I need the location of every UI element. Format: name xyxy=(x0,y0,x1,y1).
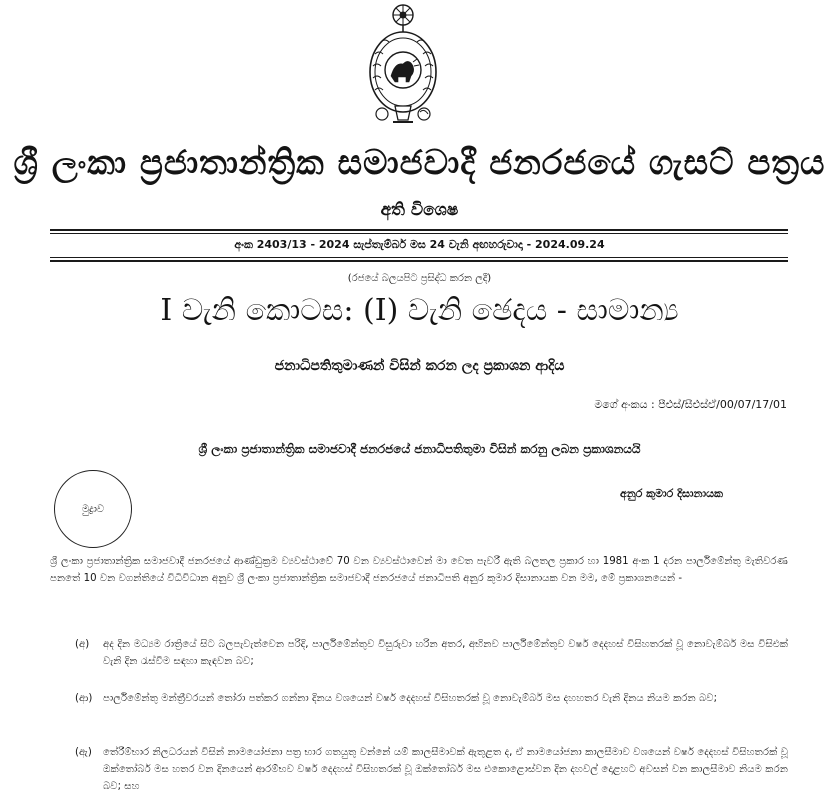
top-double-rule-thick xyxy=(50,229,788,231)
extraordinary-label: අති විශෙෂ xyxy=(380,200,459,220)
bottom-double-rule-thick xyxy=(50,260,788,262)
seal-circle xyxy=(54,470,132,548)
clause-text: පාර්ලිමේන්තු මන්ත්‍රීවරයන් තෝරා පත්කර ගන්නා දිනය වශයෙන් වර්ෂ දෙදහස් විසිහතරක් වූ නොවැම්බර් මස දහහතර වැනි දිනය නියම කරන බව; xyxy=(103,693,718,704)
top-double-rule-thin xyxy=(50,233,788,234)
seal-label: මුද්‍රාව xyxy=(81,503,105,515)
clause-mark: (ආ) xyxy=(75,693,93,704)
published-by-authority: (රජයේ බලයපිට ප්‍රසිද්ධ කරන ලදී) xyxy=(347,273,492,284)
clause-mark: (ඇ) xyxy=(75,747,92,758)
part-section-title: I වැනි කොටස: (I) වැනි ඡෙදය - සාමාන්‍ය xyxy=(160,293,679,328)
proclamation-intro: ශ්‍රී ලංකා ප්‍රජාතාන්ත්‍රික සමාජවාදී ජනරජයේ ආණ්ඩුක්‍රම ව්‍යවස්ථාවේ 70 වන ව්‍යවස්ථාවෙන් මා වෙත පැවරී ඇති බලතල ප්‍රකාර හා 1981 අංක 1 දරන පාර්ලිමේන්තු මැතිවරණ පනතේ 10 වන වගන්තියේ විධිවිධාන අනුව ශ්‍රී ලංකා ප්‍රජාතාන්ත්‍රික සමාජවාදී ජනරජයේ ජනාධිපති අනුර කුමාර දිසානායක වන මම, මේ ප්‍රකාශනයෙන් - xyxy=(50,556,788,584)
bottom-double-rule-thin xyxy=(50,257,788,258)
national-emblem-icon xyxy=(367,2,439,126)
clause-text: අද දින මධ්‍යම රාත්‍රියේ සිට බලපැවැත්වෙන පරිදි, පාර්ලිමේන්තුව විසුරුවා හරින අතර, අභිනව පාර්ලිමේන්තුව වර්ෂ දෙදහස් විසිහතරක් වූ නොවැම්බර් මස විසිඑක් වැනි දින රැස්වීම සඳහා කැඳවන බව; xyxy=(103,639,788,667)
reference-number: මගේ අංකය : පීඑස්/සීඑස්ඒ/00/07/17/01 xyxy=(594,398,787,411)
clause-item xyxy=(75,636,788,670)
clause-item xyxy=(75,744,788,795)
clause-mark: (අ) xyxy=(75,639,90,650)
gazette-title: ශ්‍රී ලංකා ප්‍රජාතාන්ත්‍රික සමාජවාදී ජනරජයේ ගැසට් පත්‍රය xyxy=(13,143,826,183)
proclamation-title: ශ්‍රී ලංකා ප්‍රජාතාන්ත්‍රික සමාජවාදී ජනරජයේ ජනාධිපතිතුමා විසින් කරනු ලබන ප්‍රකාශනයයි xyxy=(198,442,641,456)
presidential-proclamations-heading: ජනාධිපතිතුමාණන් විසින් කරන ලද ප්‍රකාශන ආදිය xyxy=(274,358,565,374)
clause-item xyxy=(75,690,788,707)
signer-name: අනුර කුමාර දිසානායක xyxy=(620,487,723,500)
issue-number-date: අංක 2403/13 - 2024 සැප්තැම්බර් මස 24 වැනි අඟහරුවාදා - 2024.09.24 xyxy=(234,238,605,251)
clause-text: තේරීම්භාර නිලධරයන් විසින් නාමයෝජනා පත්‍ර භාර ගතයුතු වන්නේ යම් කාලසීමාවක් ඇතුළත ද, ඒ නාමයෝජනා කාලසීමාව වශයෙන් වර්ෂ දෙදහස් විසිහතරක් වූ ඔක්තෝබර් මස හතර වන දිනයෙන් ආරම්භව වර්ෂ දෙදහස් විසිහතරක් වූ ඔක්තෝබර් මස එකොළොස්වන දින දහවල් දොළහට අවසන් වන කාලසීමාව නියම කරන බව; සහ xyxy=(103,747,788,792)
